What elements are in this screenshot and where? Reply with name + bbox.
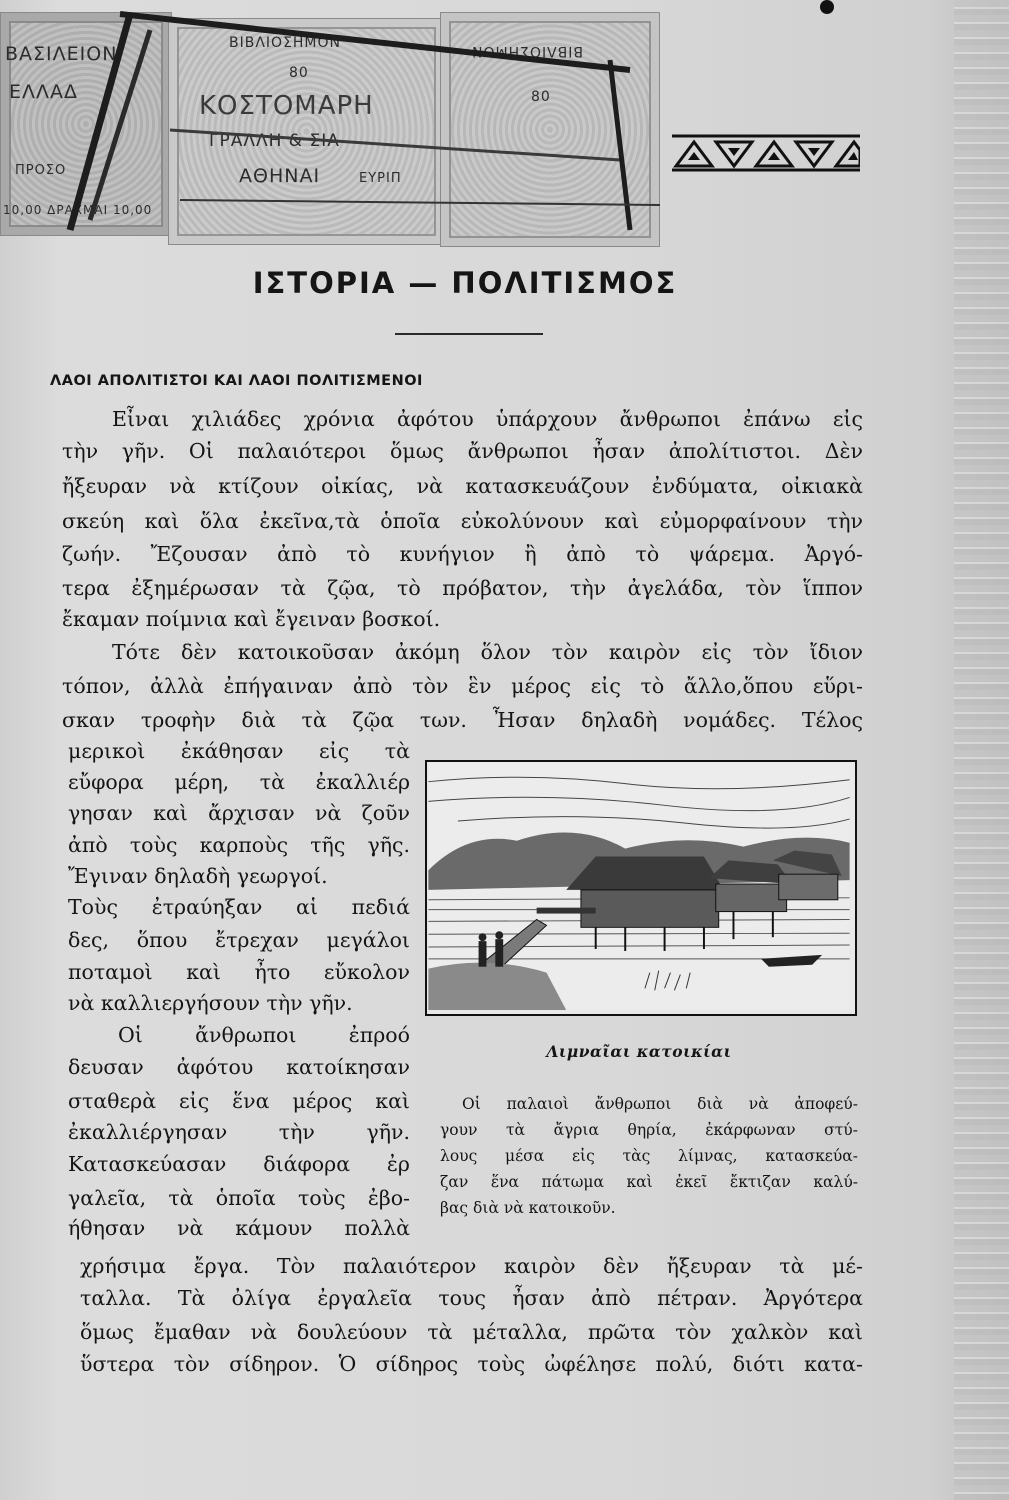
column-line: Τοὺς ἐτραύηξαν αἱ πεδιά [68, 895, 410, 919]
figure-caption-title: Λιμναῖαι κατοικίαι [546, 1042, 732, 1061]
caption-line: βας διὰ νὰ κατοικοῦν. [440, 1199, 616, 1217]
page-title: ΙΣΤΟΡΙΑ — ΠΟΛΙΤΙΣΜΟΣ [252, 266, 678, 300]
body-line: τόπον, ἀλλὰ ἐπήγαιναν ἀπὸ τὸν ἓν μέρος εἰς τὸ ἄλλο,ὅπου εὕρι- [62, 674, 863, 698]
column-line: Κατασκεύασαν διάφορα ἐρ [68, 1152, 410, 1176]
column-line: Οἱ ἄνθρωποι ἐπροό [118, 1023, 410, 1047]
body-line: ἤξευραν νὰ κτίζουν οἰκίας, νὰ κατασκευάζουν ἐνδύματα, οἰκιακὰ [62, 474, 863, 498]
stamp-left-text-4: 10,00 ΔΡΑΧΜΑΙ 10,00 [3, 203, 153, 217]
column-line: σταθερὰ εἰς ἕνα μέρος καὶ [68, 1089, 410, 1113]
body-line: τερα ἐξημέρωσαν τὰ ζῷα, τὸ πρόβατον, τὴν ἀγελάδα, τὸν ἵππον [62, 576, 863, 600]
stamp-left-text-3: ΠΡΟΣΟ [15, 163, 67, 178]
column-line: Ἔγιναν δηλαδὴ γεωργοί. [68, 864, 328, 888]
column-line: ἀπὸ τοὺς καρποὺς τῆς γῆς. [68, 833, 410, 857]
column-line: δες, ὅπου ἔτρεχαν μεγάλοι [68, 928, 410, 952]
column-line: μερικοὶ ἐκάθησαν εἰς τὰ [68, 739, 410, 763]
column-line: ήθησαν νὰ κάμουν πολλὰ [68, 1216, 410, 1240]
caption-line: γουν τὰ ἄγρια θηρία, ἐκάρφωναν στύ- [440, 1121, 858, 1139]
body-line: σκαν τροφὴν διὰ τὰ ζῷα των. Ἦσαν δηλαδὴ νομάδες. Τέλος [62, 708, 863, 732]
column-line: δευσαν ἀφότου κατοίκησαν [68, 1055, 410, 1079]
stamp-left-text-1: ΒΑΣΙΛΕΙΟΝ [5, 43, 118, 65]
column-line: ἐκαλλιέργησαν τὴν γῆν. [68, 1120, 410, 1144]
illustration-lake-dwellings [425, 760, 857, 1016]
caption-line: Οἱ παλαιοὶ ἄνθρωποι διὰ νὰ ἀποφεύ- [462, 1095, 858, 1113]
stamp-right-text-2: 80 [531, 89, 551, 105]
title-rule [395, 333, 543, 335]
column-line: εὔφορα μέρη, τὰ ἐκαλλιέρ [68, 770, 410, 794]
body-line: τὴν γῆν. Οἱ παλαιότεροι ὅμως ἄνθρωποι ἦσαν ἀπολίτιστοι. Δὲν [62, 439, 863, 463]
caption-line: ζαν ἕνα πάτωμα καὶ ἐκεῖ ἔκτιζαν καλύ- [440, 1173, 858, 1191]
body-line: ἔκαμαν ποίμνια καὶ ἔγειναν βοσκοί. [62, 607, 441, 631]
ink-spot [820, 0, 834, 14]
column-line: γαλεῖα, τὰ ὁποῖα τοὺς ἐβο- [68, 1186, 410, 1210]
body-line: Τότε δὲν κατοικοῦσαν ἀκόμη ὅλον τὸν καιρὸν εἰς τὸν ἴδιον [112, 640, 863, 664]
stamp-mid-text-1: ΒΙΒΛΙΟΣΗΜΟΝ [229, 35, 342, 51]
page-edge [954, 0, 1009, 1500]
stamp-mid-text-2: 80 [289, 65, 309, 81]
body-line: ζωήν. Ἔζουσαν ἀπὸ τὸ κυνήγιον ἢ ἀπὸ τὸ ψάρεμα. Ἀργό- [62, 542, 863, 566]
column-line: νὰ καλλιεργήσουν τὴν γῆν. [68, 991, 353, 1015]
section-heading: ΛΑΟΙ ΑΠΟΛΙΤΙΣΤΟΙ ΚΑΙ ΛΑΟΙ ΠΟΛΙΤΙΣΜΕΝΟΙ [50, 373, 423, 389]
column-line: γησαν καὶ ἄρχισαν νὰ ζοῦν [68, 801, 410, 825]
body-line: ὕστερα τὸν σίδηρον. Ὁ σίδηρος τοὺς ὠφέλησε πολύ, διότι κατα- [80, 1352, 863, 1376]
body-line: ὅμως ἔμαθαν νὰ δουλεύουν τὰ μέταλλα, πρῶτα τὸν χαλκὸν καὶ [80, 1320, 863, 1344]
lake-dwellings-image [427, 762, 851, 1010]
body-line: σκεύη καὶ ὅλα ἐκεῖνα,τὰ ὁποῖα εὐκολύνουν καὶ εὐμορφαίνουν τὴν [62, 509, 863, 533]
stamp-mid-text-3: ΚΟΣΤΟΜΑΡΗ [199, 91, 374, 121]
stamp-left-text-2: ΕΛΛΑΔ [9, 81, 78, 103]
stamp-mid-text-4: ΓΡΑΛΛΗ & ΣΙΑ [209, 131, 340, 151]
stamp-mid-text-5: ΑΘΗΝΑΙ [239, 165, 321, 187]
ornament-border [672, 130, 860, 176]
caption-line: λους μέσα εἰς τὰς λίμνας, κατασκεύα- [440, 1147, 858, 1165]
stamp-right-text-1: ΒΙΒΛΙΟΣΗΜΟΝ [471, 43, 584, 59]
column-line: ποταμοὶ καὶ ἦτο εὔκολον [68, 960, 410, 984]
body-line: Εἶναι χιλιάδες χρόνια ἀφότου ὑπάρχουν ἄνθρωποι ἐπάνω εἰς [112, 407, 863, 431]
revenue-stamps [0, 0, 660, 245]
stamp-mid-text-6: ΕΥΡΙΠ [359, 171, 402, 186]
body-line: ταλλα. Τὰ ὀλίγα ἐργαλεῖα τους ἦσαν ἀπὸ πέτραν. Ἀργότερα [80, 1286, 863, 1310]
body-line: χρήσιμα ἔργα. Τὸν παλαιότερον καιρὸν δὲν ἤξευραν τὰ μέ- [80, 1254, 863, 1278]
cancellation-marks [0, 0, 660, 245]
